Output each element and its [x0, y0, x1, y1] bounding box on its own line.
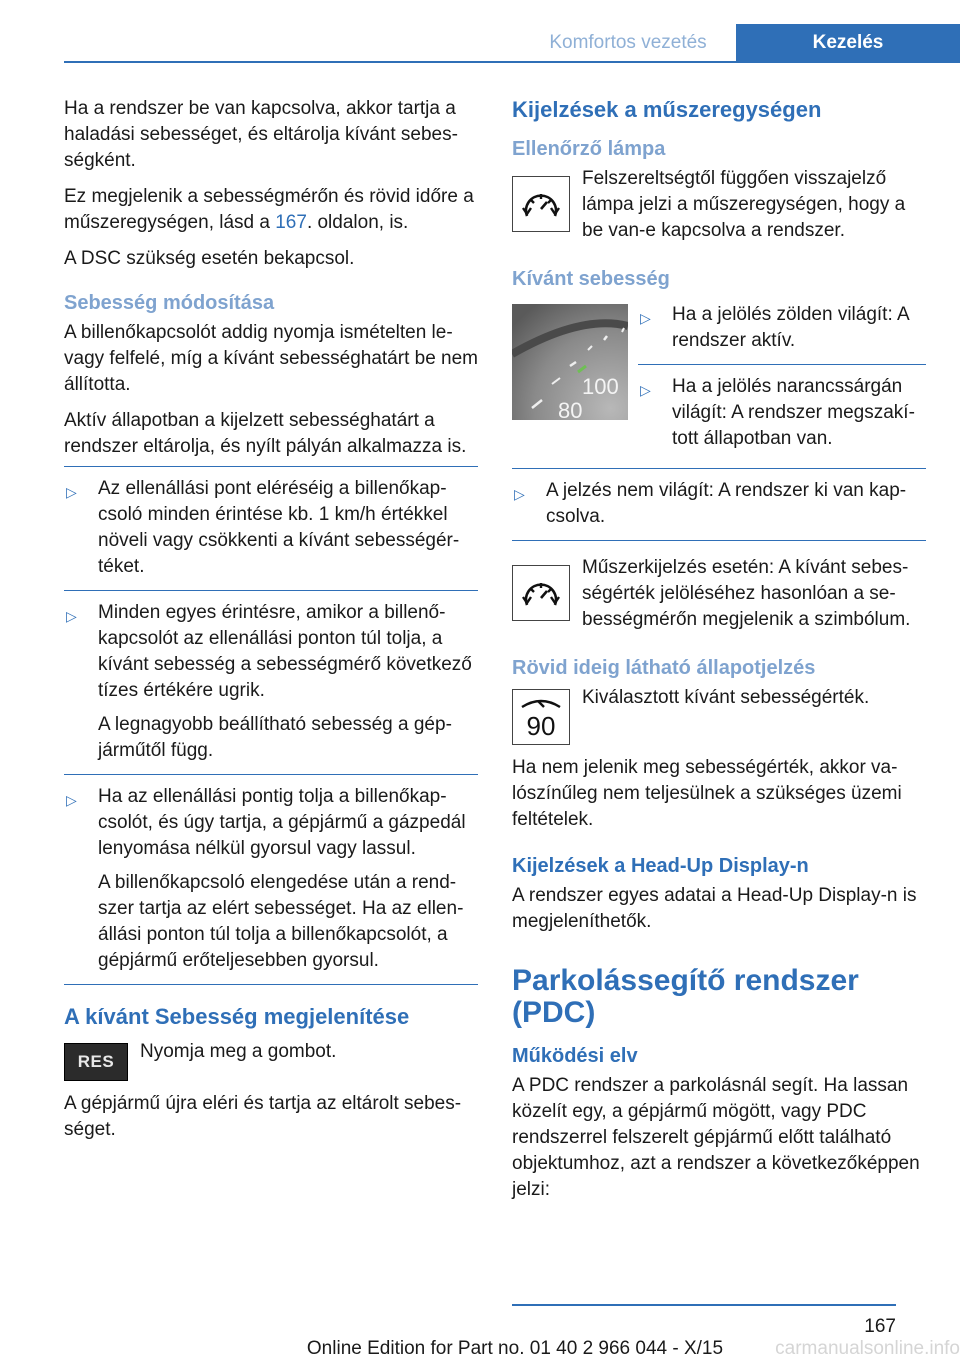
triangle-bullet-icon: ▷ [640, 310, 651, 326]
brief-status-row [512, 685, 926, 745]
triangle-bullet-icon: ▷ [66, 608, 77, 624]
list-item-text: A jelzés nem világít: A rendszer ki van kapcsolva. [546, 480, 907, 527]
triangle-bullet-icon: ▷ [66, 792, 77, 808]
list-item-text: Ha a jelölés narancssárgán világít: A rendszer megszakított állapotban van. [672, 376, 915, 449]
speed-change-paragraph-2: Aktív állapotban a kijelzett sebességhatárt a rendszer eltárolja, és nyílt pályán alkalmazza is. [64, 410, 467, 457]
gauge-label-100: 100 [582, 374, 619, 399]
page-link-167[interactable]: 167 [275, 212, 307, 233]
cruise-control-symbol-icon [512, 565, 570, 621]
page-number: 167 [864, 1316, 896, 1337]
list-item-text: Ha az ellenállási pontig tolja a billenőkapcsolót, és úgy tartja, a gépjármű a gázpedál lenyomása nélkül gyorsul vagy lassul. [98, 786, 466, 859]
desired-speed-list-2 [512, 468, 926, 541]
pdc-principle-paragraph: A PDC rendszer a parkolásnál segít. Ha lassan közelít egy, a gépjármű mögött, vagy PDC rendszerrel felszerelt gépjármű előtt található objektumhoz, azt a rendszer a következőképpen jelzi: [512, 1075, 920, 1200]
triangle-bullet-icon: ▷ [640, 382, 651, 398]
left-column [64, 96, 478, 1153]
intro-paragraph-1: Ha a rendszer be van kapcsolva, akkor tartja a haladási sebességet, és eltárolja kívánt sebességként. [64, 98, 458, 171]
cruise-control-lamp-icon [512, 176, 570, 232]
hud-heading: Kijelzések a Head-Up Display-n [512, 855, 809, 877]
right-column [512, 96, 926, 1213]
header-chapter-tab: Kezelés [736, 24, 960, 62]
list-item [64, 774, 478, 984]
intro-paragraph-2 [64, 184, 478, 236]
list-item-note: A legnagyobb beállítható sebesség a gépjárműtől függ. [98, 714, 452, 761]
brief-status-paragraph: Ha nem jelenik meg sebességérték, akkor valószínűleg nem teljesülnek a szükséges üzemi feltételek. [512, 757, 902, 830]
footer-rule [512, 1304, 896, 1306]
intro-paragraph-2-text: Ez megjelenik a sebességmérőn és rövid időre a műszeregységen, lásd a [64, 186, 474, 233]
speed-value-text: 90 [526, 711, 556, 741]
list-item [638, 302, 926, 364]
pdc-title: Parkolássegítő rendszer (PDC) [512, 964, 859, 1029]
triangle-bullet-icon: ▷ [514, 486, 525, 502]
speedometer-image [512, 304, 628, 420]
speed-value-icon [512, 689, 570, 745]
intro-paragraph-2-suffix: . oldalon, is. [306, 212, 409, 233]
res-instruction: Nyomja meg a gombot. [140, 1041, 337, 1062]
triangle-bullet-icon: ▷ [66, 484, 77, 500]
list-item-text: Az ellenállási pont eléréséig a billenőkapcsoló minden érintése kb. 1 km/h értékkel növeli vagy csökkenti a kívánt sebességértéket. [98, 478, 460, 577]
gauge-label-80: 80 [558, 398, 583, 420]
speed-change-heading: Sebesség módosítása [64, 292, 275, 314]
desired-speed-heading: Kívánt sebesség [512, 268, 670, 290]
instrument-display-text: Műszerkijelzés esetén: A kívánt sebességérték jelöléséhez hasonlóan a sebességmérőn megjelenik a szimbólum. [582, 557, 911, 630]
desired-speed-row [512, 302, 926, 462]
speed-change-list [64, 466, 478, 985]
list-item-text: Minden egyes érintésre, amikor a billenőkapcsolót az ellenállási ponton túl tolja, a kívánt sebesség a sebességmérő következő tízes értékére ugrik. [98, 602, 472, 701]
edition-note: Online Edition for Part no. 01 40 2 966 044 - X/15 [306, 1338, 724, 1359]
display-speed-paragraph: A gépjármű újra eléri és tartja az eltárolt sebességet. [64, 1093, 462, 1140]
list-item [512, 468, 926, 540]
pdc-principle-heading: Működési elv [512, 1045, 638, 1067]
indicator-heading: Ellenőrző lámpa [512, 138, 666, 160]
speed-change-paragraph-1: A billenőkapcsolót addig nyomja ismételten le- vagy felfelé, míg a kívánt sebességhatárt be nem állította. [64, 322, 479, 395]
header-rule [64, 61, 960, 63]
res-button-row [64, 1039, 478, 1081]
header-section-title: Komfortos vezetés [549, 32, 707, 53]
list-item [64, 590, 478, 774]
list-item [64, 466, 478, 590]
res-button-icon: RES [64, 1043, 128, 1081]
list-item-note: A billenőkapcsoló elengedése után a rendszer tartja az elért sebességet. Ha az ellenállási ponton túl tolja a billenőkapcsolót, a gépjármű erőteljesebben gyorsul. [98, 872, 464, 971]
desired-speed-list [638, 302, 926, 462]
watermark: carmanualsonline.info [775, 1338, 960, 1359]
list-item [638, 364, 926, 462]
brief-status-text: Kiválasztott kívánt sebességérték. [582, 687, 870, 708]
list-item-text: Ha a jelölés zölden világít: A rendszer aktív. [672, 304, 909, 351]
intro-paragraph-3: A DSC szükség esetén bekapcsol. [64, 248, 355, 269]
indicator-text: Felszereltségtől függően visszajelző lámpa jelzi a műszeregységen, hogy a be van-e kapcsolva a rendszer. [582, 168, 906, 241]
brief-status-heading: Rövid ideig látható állapotjelzés [512, 657, 816, 679]
display-speed-heading: A kívánt Sebesség megjelenítése [64, 1004, 410, 1029]
cluster-heading: Kijelzések a műszeregységen [512, 97, 822, 122]
indicator-row [512, 166, 926, 244]
hud-paragraph: A rendszer egyes adatai a Head-Up Display-n is megjeleníthetők. [512, 885, 917, 932]
instrument-display-row [512, 555, 926, 633]
